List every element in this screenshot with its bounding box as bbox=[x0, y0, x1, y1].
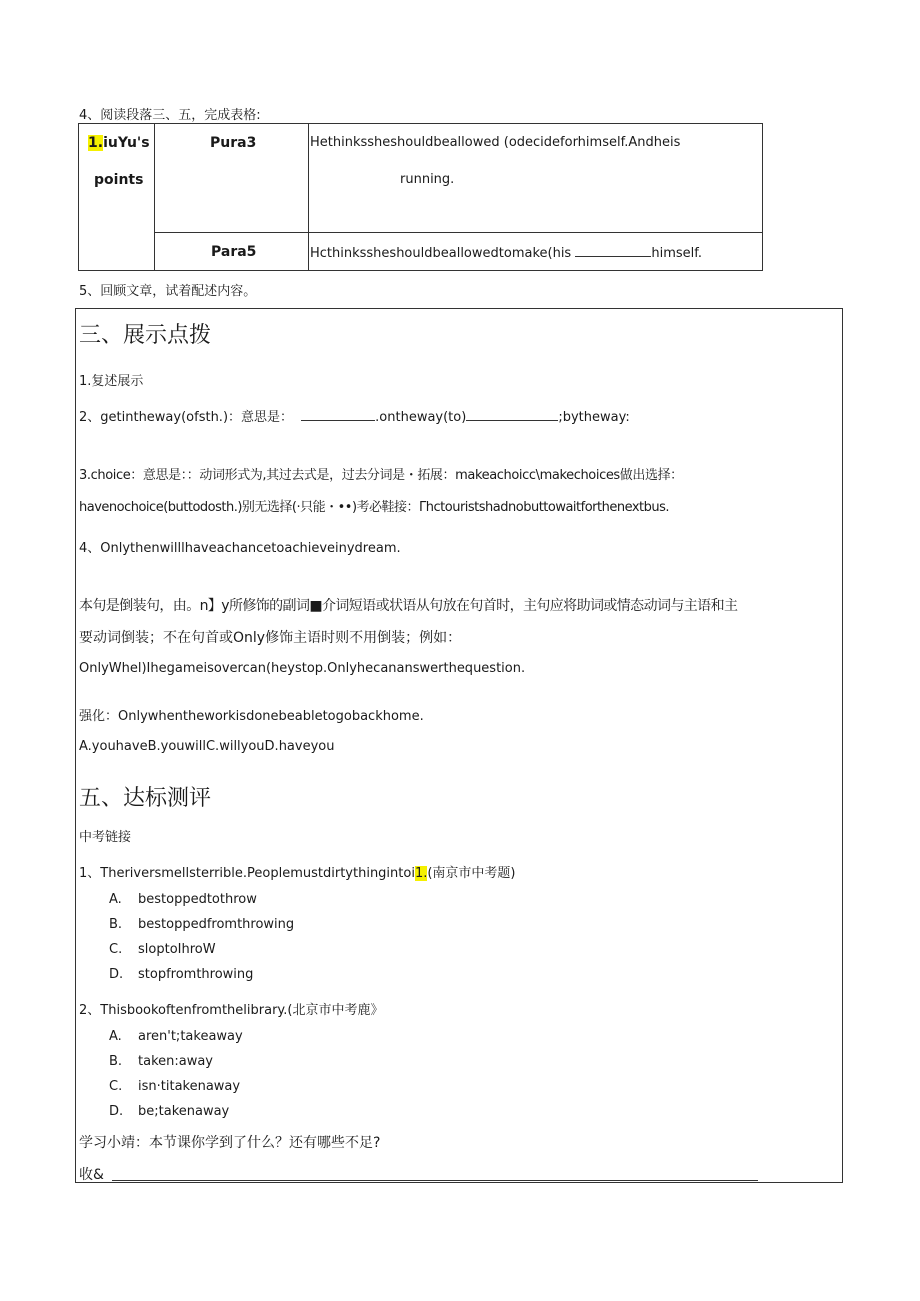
question-5-intro: 5、回顾文章，试着配述内容。 bbox=[79, 284, 257, 299]
item-2-part-b: .ontheway(to) bbox=[375, 410, 467, 425]
question-1-stem bbox=[79, 862, 516, 881]
option-text: aren't;takeaway bbox=[138, 1029, 243, 1044]
table-row2-blank[interactable] bbox=[575, 244, 651, 257]
q2-option-c[interactable] bbox=[109, 1079, 240, 1094]
section-5-subtitle: 中考链接 bbox=[79, 830, 132, 845]
item-2-part-a: 2、getintheway(ofsth.)：意思是： bbox=[79, 410, 294, 425]
q1-option-c[interactable] bbox=[109, 942, 216, 957]
harvest-label: 收& bbox=[79, 1167, 104, 1183]
q1-stem-highlight: 1. bbox=[414, 866, 428, 881]
q2-option-d[interactable] bbox=[109, 1104, 229, 1119]
section-3-practice: 强化：Onlywhentheworkisdonebeabletogobackhome. bbox=[79, 709, 424, 724]
section-3-item-4: 4、Onlythenwilllhaveachancetoachieveinydream. bbox=[79, 541, 401, 556]
harvest-answer-line[interactable] bbox=[112, 1180, 758, 1181]
option-text: be;takenaway bbox=[138, 1104, 230, 1119]
question-4-intro: 4、阅读段落三、五，完成表格: bbox=[79, 108, 261, 123]
option-letter: B. bbox=[109, 917, 123, 932]
table-row2-text-after: himself. bbox=[651, 246, 703, 261]
table-label-name: iuYu's bbox=[103, 135, 150, 151]
option-letter: C. bbox=[109, 1079, 123, 1094]
option-text: taken:away bbox=[138, 1054, 214, 1069]
section-3-note-line-2: 要动词倒装；不在句首或Only修饰主语时则不用倒装；例如： bbox=[79, 630, 462, 646]
q1-option-d[interactable] bbox=[109, 967, 253, 982]
table-para-3: Pura3 bbox=[210, 135, 257, 151]
option-text: bestoppedtothrow bbox=[138, 892, 257, 907]
table-row1-text-2: running. bbox=[400, 172, 455, 187]
table-para-5: Para5 bbox=[211, 244, 257, 260]
option-letter: D. bbox=[109, 1104, 124, 1119]
table-row1-text: Hethinkssheshouldbeallowed (odecideforhimself.Andheis bbox=[310, 135, 681, 150]
table-row2-text bbox=[310, 244, 702, 261]
q1-option-a[interactable] bbox=[109, 892, 257, 907]
q1-stem-text: 1、Theriversmellsterrible.Peoplemustdirtythingintoi bbox=[79, 866, 415, 881]
option-letter: A. bbox=[109, 892, 122, 907]
section-3-title: 三、展示点拨 bbox=[79, 323, 212, 348]
option-text: stopfromthrowing bbox=[138, 967, 254, 982]
table-label-points: points bbox=[94, 172, 144, 188]
option-text: isn·titakenaway bbox=[138, 1079, 241, 1094]
item-2-blank-2[interactable] bbox=[466, 408, 558, 421]
option-letter: C. bbox=[109, 942, 123, 957]
option-text: bestoppedfromthrowing bbox=[138, 917, 295, 932]
section-3-item-1: 1.复述展示 bbox=[79, 374, 144, 389]
option-letter: D. bbox=[109, 967, 124, 982]
section-3-example: OnlyWhel)Ihegameisovercan(heystop.Onlyhecananswerthequestion. bbox=[79, 661, 526, 676]
option-letter: B. bbox=[109, 1054, 123, 1069]
section-3-item-2 bbox=[79, 406, 630, 425]
section-3-note-line-1: 本句是倒装句，由。n】y所修饰的副词■介词短语或状语从句放在句首时，主句应将助词或情态动词与主语和主 bbox=[79, 598, 738, 614]
table-label-number: 1. bbox=[88, 135, 104, 151]
table-label bbox=[88, 135, 150, 151]
section-5-title: 五、达标测评 bbox=[79, 786, 212, 811]
q2-option-b[interactable] bbox=[109, 1054, 213, 1069]
section-3-item-3-line-1: 3.choice：意思是：：动词形式为,其过去式是，过去分词是・拓展：makeachoicc\makechoices做出选择： bbox=[79, 468, 683, 483]
option-letter: A. bbox=[109, 1029, 122, 1044]
q1-stem-source: (南京市中考题) bbox=[427, 866, 516, 881]
item-2-blank-1[interactable] bbox=[301, 408, 375, 421]
section-3-practice-options: A.youhaveB.youwillC.willyouD.haveyou bbox=[79, 739, 335, 754]
table-row2-text-before: Hcthinkssheshouldbeallowedtomake(his bbox=[310, 246, 576, 261]
item-2-part-c: ;bytheway: bbox=[558, 410, 630, 425]
question-2-stem: 2、Thisbookoftenfromthelibrary.(北京市中考鹿》 bbox=[79, 1003, 384, 1018]
option-text: sloptoIhroW bbox=[138, 942, 216, 957]
q2-option-a[interactable] bbox=[109, 1029, 243, 1044]
q1-option-b[interactable] bbox=[109, 917, 294, 932]
study-summary: 学习小靖：本节课你学到了什么？还有哪些不足? bbox=[79, 1135, 381, 1151]
section-3-item-3-line-2: havenochoice(buttodosth.)别无选择(·只能・••)考必鞋接：Γhctouristshadnobuttowaitforthenextbus. bbox=[79, 500, 670, 515]
